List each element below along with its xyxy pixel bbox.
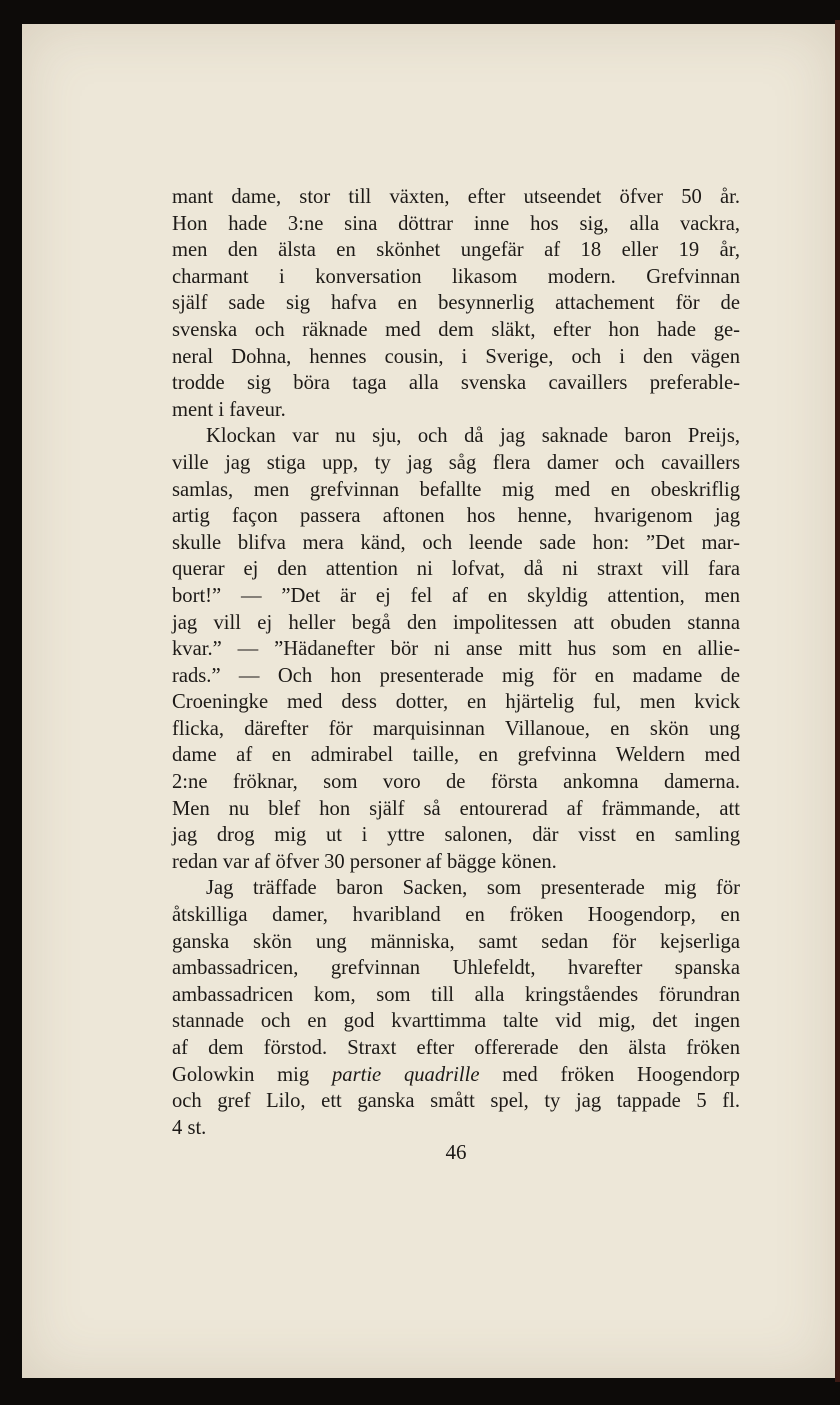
body-text — [172, 184, 740, 1141]
text-line: flicka, därefter för marquisinnan Villanoue, en skön ung — [172, 717, 740, 740]
text-line: trodde sig böra taga alla svenska cavaillers preferable- — [172, 372, 740, 395]
text-line: Croeningke med dess dotter, en hjärtelig ful, men kvick — [172, 691, 740, 714]
text-line: querar ej den attention ni lofvat, då ni straxt vill fara — [172, 558, 740, 581]
text-line-with-italic — [172, 1062, 740, 1089]
text-line: kvar.” — ”Hädanefter bör ni anse mitt hus som en allie- — [172, 638, 740, 661]
text-line: rads.” — Och hon presenterade mig för en madame de — [172, 664, 740, 687]
text-run: Golowkin mig — [172, 1063, 332, 1086]
paragraph-2 — [172, 423, 740, 875]
text-line: 4 st. — [172, 1116, 207, 1139]
text-line: samlas, men grefvinnan befallte mig med en obeskriflig — [172, 478, 740, 501]
text-line: mant dame, stor till växten, efter utseendet öfver 50 år. — [172, 186, 740, 208]
text-line: Jag träffade baron Sacken, som presenterade mig för — [206, 877, 740, 900]
text-line: 2:ne fröknar, som voro de första ankomna damerna. — [172, 771, 740, 794]
text-line: jag vill ej heller begå den impolitessen att obuden stanna — [172, 611, 740, 634]
text-run: med fröken Hoogendorp — [479, 1063, 740, 1086]
text-line: men den älsta en skönhet ungefär af 18 eller 19 år, — [172, 239, 740, 262]
text-line: stannade och en god kvarttimma talte vid mig, det ingen — [172, 1010, 740, 1033]
text-line: och gref Lilo, ett ganska smått spel, ty jag tappade 5 fl. — [172, 1090, 740, 1113]
text-line: Hon hade 3:ne sina döttrar inne hos sig, alla vackra, — [172, 212, 740, 235]
text-line: svenska och räknade med dem släkt, efter hon hade ge- — [172, 318, 740, 341]
text-line: redan var af öfver 30 personer af bägge könen. — [172, 850, 557, 873]
text-line: af dem förstod. Straxt efter offererade den älsta fröken — [172, 1037, 740, 1059]
book-edge — [835, 20, 840, 1382]
text-line: Men nu blef hon själf så entourerad af främmande, att — [172, 797, 740, 820]
text-line: åtskilliga damer, hvaribland en fröken Hoogendorp, en — [172, 904, 740, 927]
text-line: ganska skön ung människa, samt sedan för kejserliga — [172, 930, 740, 953]
text-line: charmant i konversation likasom modern. Grefvinnan — [172, 265, 740, 288]
text-line: bort!” — ”Det är ej fel af en skyldig attention, men — [172, 584, 740, 607]
text-line: Klockan var nu sju, och då jag saknade baron Preijs, — [206, 425, 740, 448]
text-line: ambassadricen, grefvinnan Uhlefeldt, hvarefter spanska — [172, 957, 740, 980]
page-number: 46 — [445, 1140, 467, 1164]
text-line: ment i faveur. — [172, 398, 286, 421]
text-line: neral Dohna, hennes cousin, i Sverige, och i den vägen — [172, 345, 740, 368]
italic-phrase: partie quadrille — [331, 1063, 480, 1086]
paragraph-3 — [172, 875, 740, 1141]
text-line: själf sade sig hafva en besynnerlig attachement för de — [172, 292, 740, 315]
text-line: ambassadricen kom, som till alla kringståendes förundran — [172, 983, 740, 1006]
text-line: jag drog mig ut i yttre salonen, där visst en samling — [172, 824, 740, 847]
paragraph-1 — [172, 184, 740, 423]
text-line: ville jag stiga upp, ty jag såg flera damer och cavaillers — [172, 451, 740, 474]
text-line: dame af en admirabel taille, en grefvinna Weldern med — [172, 744, 740, 767]
text-line: skulle blifva mera känd, och leende sade hon: ”Det mar- — [172, 531, 740, 554]
text-line: artig façon passera aftonen hos henne, hvarigenom jag — [172, 505, 740, 528]
